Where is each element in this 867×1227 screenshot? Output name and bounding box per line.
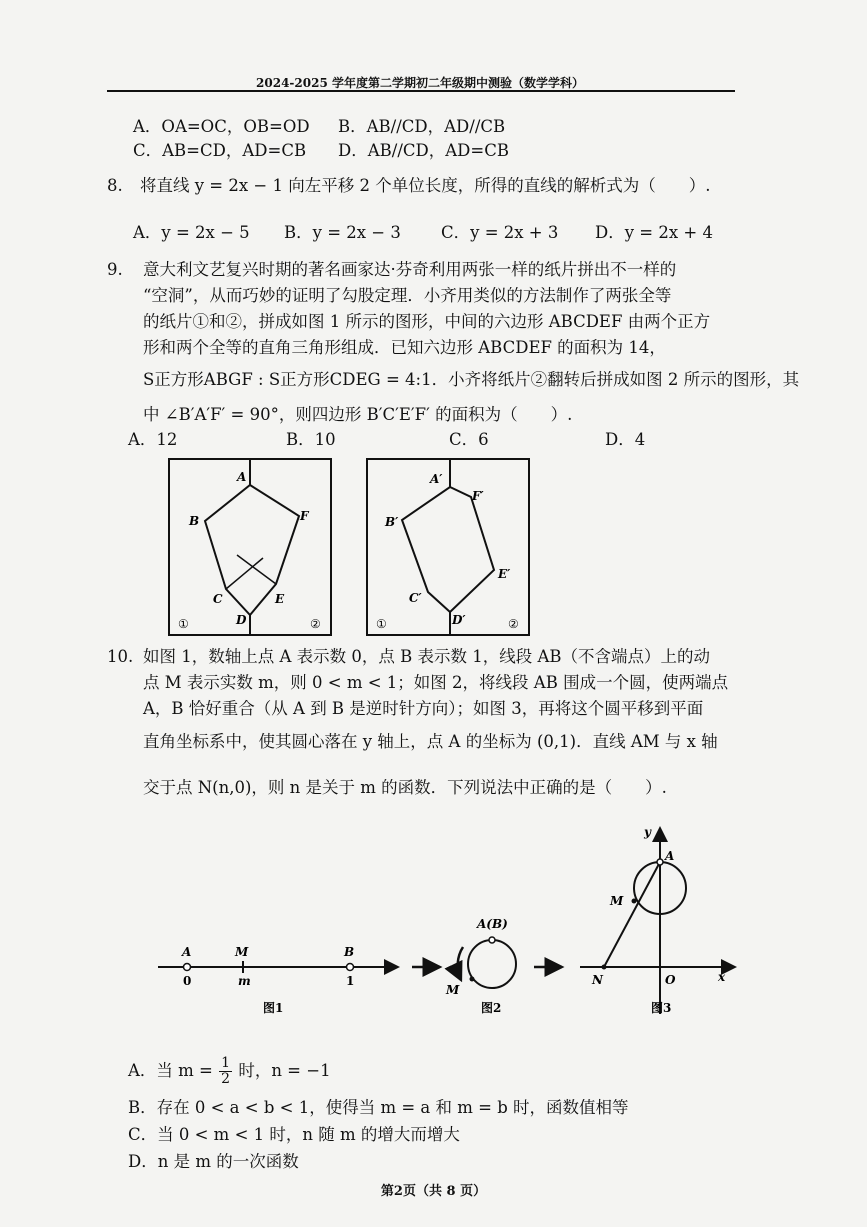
fig1-tick-0: 0 — [183, 974, 192, 988]
fig2-corner-1: ① — [376, 617, 387, 631]
q10-line-3: A，B 恰好重合（从 A 到 B 是逆时针方向）；如图 3，再将这个圆平移到平面 — [143, 699, 704, 718]
q9-option-d: D．4 — [605, 430, 646, 449]
fig2-label-b: B′ — [385, 515, 399, 529]
fig3-caption: 图3 — [651, 1001, 672, 1015]
fig2-corner-2: ② — [508, 617, 519, 631]
q9-option-c: C．6 — [449, 430, 489, 449]
fig2-rotation-arrow — [458, 947, 463, 980]
q8-number: 8. — [107, 176, 123, 195]
fig1-point-a — [184, 964, 191, 971]
fig1-label-b: B — [189, 514, 200, 528]
fig2-caption: 图2 — [481, 1001, 502, 1015]
page-header: 2024-2025 学年度第二学期初二年级期中测验（数学学科） — [256, 76, 584, 90]
fig2-point-ab — [489, 937, 495, 943]
fig1-label-f: F — [300, 509, 309, 523]
q9-line-3: 的纸片①和②，拼成如图 1 所示的图形，中间的六边形 ABCDEF 由两个正方 — [143, 312, 711, 331]
fig1-segment-ge — [237, 555, 276, 584]
fig2-label-m: M — [446, 983, 460, 997]
fig2-label-a: A′ — [430, 472, 443, 486]
q10-option-b: B．存在 0 < a < b < 1，使得当 m = a 和 m = b 时，函数值相等 — [128, 1098, 629, 1117]
fig1-point-b — [347, 964, 354, 971]
fig1-label-c: C — [213, 592, 223, 606]
q10-option-a — [128, 1056, 331, 1087]
q8-option-d: D．y = 2x + 4 — [595, 223, 713, 242]
q7-option-d: D．AB//CD，AD=CB — [338, 141, 509, 160]
q7-option-b: B．AB//CD，AD//CB — [338, 117, 506, 136]
fig2-label-e: E′ — [498, 567, 511, 581]
q9-line-6: 中 ∠B′A′F′ = 90°，则四边形 B′C′E′F′ 的面积为（ ）. — [143, 405, 573, 424]
fig3-label-x: x — [718, 970, 726, 984]
fig3-point-a — [657, 859, 663, 865]
q9-line-4: 形和两个全等的直角三角形组成．已知六边形 ABCDEF 的面积为 14， — [143, 338, 666, 357]
fig3-point-m — [632, 899, 637, 904]
fig1-corner-1: ① — [178, 617, 189, 631]
q9-option-a: A．12 — [128, 430, 178, 449]
q7-option-c: C．AB=CD，AD=CB — [133, 141, 307, 160]
fig3-label-a: A — [665, 849, 675, 863]
q8-option-c: C．y = 2x + 3 — [441, 223, 559, 242]
fig1-label-b: B — [344, 945, 355, 959]
page-footer: 第2页（共 8 页） — [380, 1184, 487, 1199]
q10-line-4: 直角坐标系中，使其圆心落在 y 轴上，点 A 的坐标为 (0,1)．直线 AM 与 x 轴 — [143, 732, 718, 751]
q10-option-a-suffix: 时，n = −1 — [238, 1061, 331, 1080]
q9-line-2: “空洞”，从而巧妙的证明了勾股定理．小齐用类似的方法制作了两张全等 — [143, 286, 672, 305]
fig1-label-m: M — [235, 945, 249, 959]
q10-number: 10. — [107, 647, 134, 666]
q10-option-a-prefix: A．当 m = — [128, 1061, 213, 1080]
fig1-corner-2: ② — [310, 617, 321, 631]
q9-figure-2 — [366, 458, 530, 636]
q10-line-5: 交于点 N(n,0)，则 n 是关于 m 的函数．下列说法中正确的是（ ）. — [143, 778, 667, 797]
fig1-label-a: A — [237, 470, 247, 484]
q10-option-a-frac-num: 1 — [221, 1055, 231, 1071]
fig1-label-e: E — [275, 592, 285, 606]
q9-line-1: 意大利文艺复兴时期的著名画家达·芬奇利用两张一样的纸片拼出不一样的 — [143, 260, 677, 279]
fig1-segment-cg — [226, 558, 263, 589]
fig3-line-am — [604, 862, 660, 967]
header-rule — [107, 90, 735, 92]
q10-option-c: C．当 0 < m < 1 时，n 随 m 的增大而增大 — [128, 1125, 460, 1144]
q10-line-1: 如图 1，数轴上点 A 表示数 0，点 B 表示数 1，线段 AB（不含端点）上的动 — [143, 647, 711, 666]
q10-option-a-frac-den: 2 — [221, 1071, 231, 1087]
q8-option-a: A．y = 2x − 5 — [133, 223, 250, 242]
q9-line-5: S正方形ABGF : S正方形CDEG = 4:1．小齐将纸片②翻转后拼成如图 2 所示的图形，其 — [143, 370, 800, 389]
fig2-label-f: F′ — [472, 489, 484, 503]
fig3-label-n: N — [592, 973, 603, 987]
fig2-point-m — [470, 977, 475, 982]
fig2-label-d: D′ — [452, 613, 466, 627]
q7-option-a: A．OA=OC，OB=OD — [133, 117, 310, 136]
fig3-label-m: M — [610, 894, 624, 908]
fig1-tick-m-label: m — [238, 974, 251, 988]
fig1-caption: 图1 — [263, 1001, 284, 1015]
fig2-label-c: C′ — [409, 591, 422, 605]
fig2-frame — [367, 459, 529, 635]
fig1-label-a: A — [182, 945, 192, 959]
q9-figure-1 — [168, 458, 332, 636]
q10-option-d: D．n 是 m 的一次函数 — [128, 1152, 299, 1171]
fig2-circle — [468, 940, 516, 988]
fig1-label-d: D — [236, 613, 247, 627]
fig3-label-y: y — [644, 825, 651, 839]
q10-figures — [150, 822, 750, 1022]
fig3-point-n — [602, 965, 607, 970]
q9-option-b: B．10 — [286, 430, 336, 449]
q10-line-2: 点 M 表示实数 m，则 0 < m < 1；如图 2，将线段 AB 围成一个圆，使两端点 — [143, 673, 729, 692]
fig2-label-ab: A(B) — [477, 917, 508, 931]
q8-stem: 将直线 y = 2x − 1 向左平移 2 个单位长度，所得的直线的解析式为（ ）. — [140, 176, 711, 195]
q10-option-a-fraction — [219, 1056, 232, 1087]
q9-number: 9. — [107, 260, 123, 279]
fig3-label-o: O — [665, 973, 676, 987]
fig1-tick-1: 1 — [346, 974, 355, 988]
q8-option-b: B．y = 2x − 3 — [284, 223, 401, 242]
